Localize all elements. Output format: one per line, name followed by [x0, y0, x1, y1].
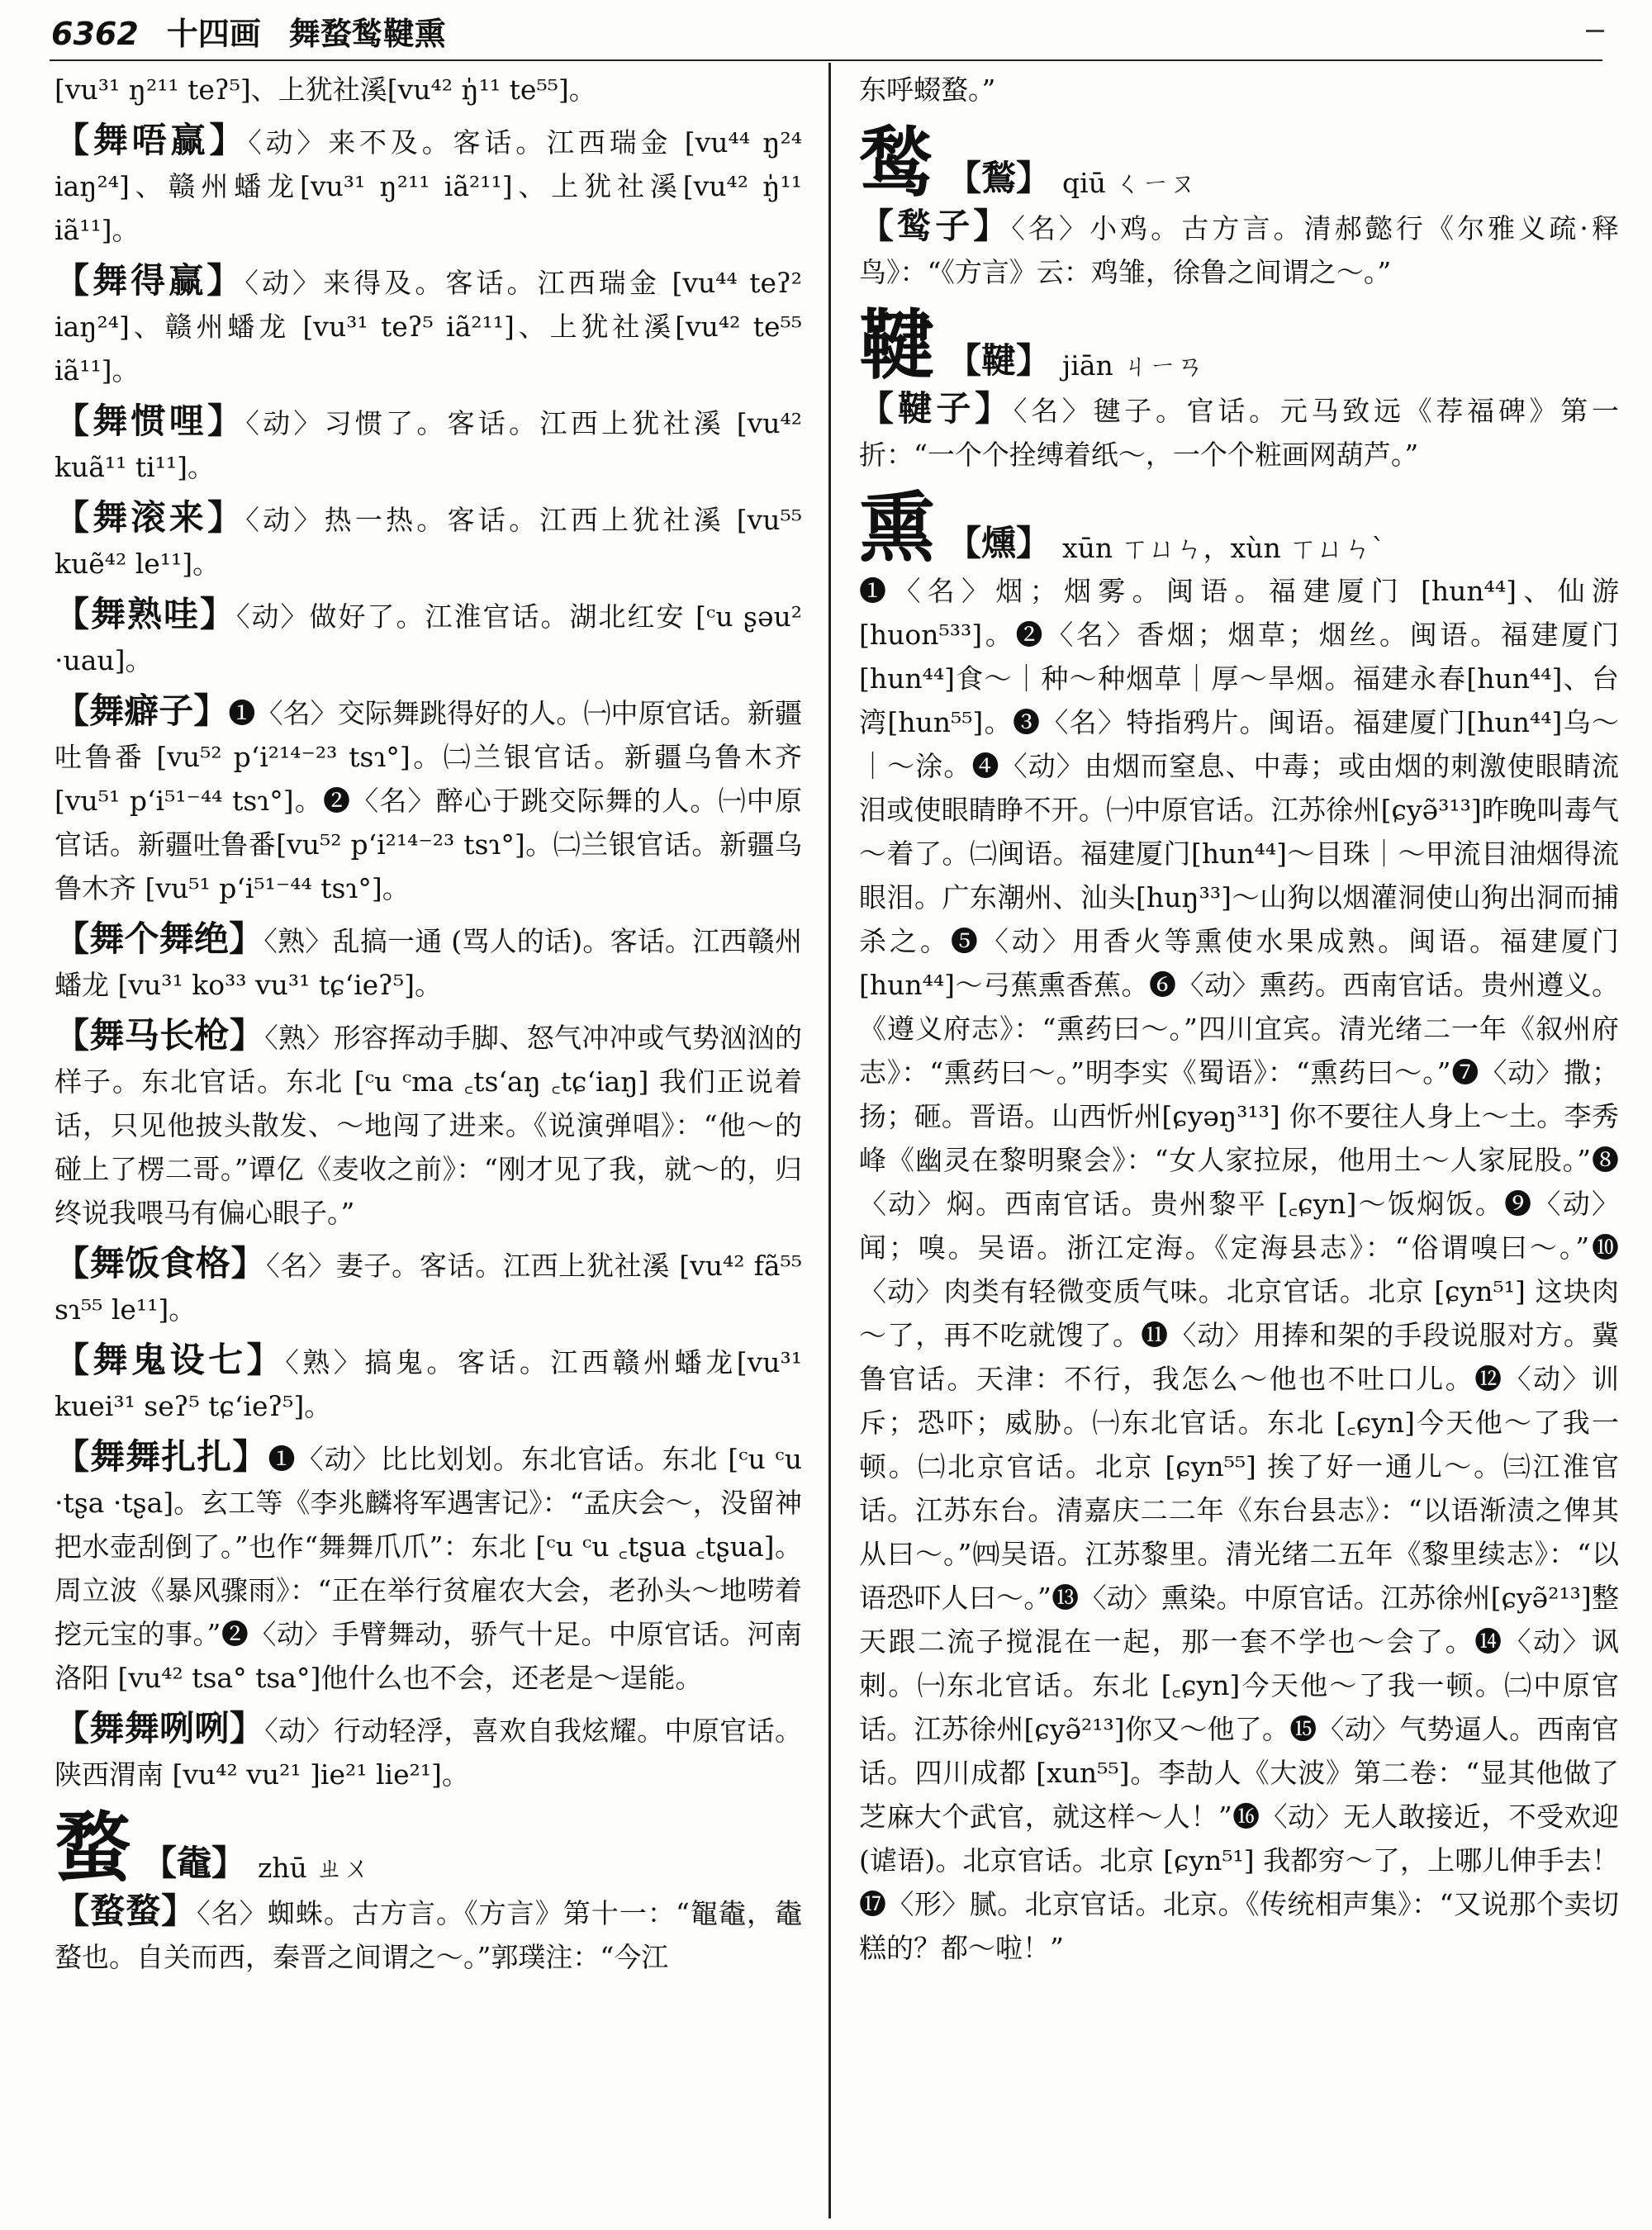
dictionary-entry: [55, 399, 802, 489]
dictionary-entry: [55, 496, 802, 586]
definition: 〈熟〉形容挥动手脚、怒气冲冲或气势汹汹的样子。东北官话。东北 [ᶜu ᶜma ꜀tsʻaŋ ꜀tɕʻiaŋ] 我们正说着话，只见他披头散发、～地闯了进来。《说演弹唱》：“他～的碰上了楞二哥。”谭亿《麦收之前》：“刚才见了我，就～的，归终说我喂马有偏心眼子。”: [55, 1022, 802, 1229]
character-heading: [55, 1803, 802, 1892]
traditional-form: 【鼄】: [142, 1843, 247, 1883]
dictionary-entry: [55, 1338, 802, 1428]
head-character: 蝥: [55, 1803, 131, 1892]
header-dash: [1586, 30, 1604, 32]
definition: 〈动〉来不及。客话。江西瑞金 [vu⁴⁴ ŋ²⁴ iaŋ²⁴]、赣州蟠龙[vu³¹ ŋ²¹¹ iã²¹¹]、上犹社溪[vu⁴² ŋ̍¹¹ iã¹¹]。: [55, 126, 802, 246]
traditional-form: 【鶖】: [947, 158, 1051, 198]
left-column: [55, 68, 802, 2223]
definition: 〈名〉妻子。客话。江西上犹社溪 [vu⁴² fã⁵⁵ sɿ⁵⁵ le¹¹]。: [55, 1250, 802, 1326]
pronunciation: qiū ㄑㄧㄡ: [1062, 167, 1197, 199]
dictionary-entry: [55, 917, 802, 1007]
dictionary-entry: [55, 259, 802, 392]
character-heading: [859, 483, 1619, 572]
dictionary-entry: [55, 118, 802, 252]
definition: 〈动〉做好了。江淮官话。湖北红安 [ᶜu ʂəu² ·uau]。: [55, 600, 802, 676]
headword: 【舞马长枪】: [55, 1015, 265, 1056]
headword: 【舞鬼设七】: [55, 1340, 286, 1380]
dictionary-entry: [55, 592, 802, 682]
definition: 〈动〉来得及。客话。江西瑞金 [vu⁴⁴ teʔ² iaŋ²⁴]、赣州蟠龙 [vu³¹ teʔ⁵ iã²¹¹]、上犹社溪[vu⁴² te⁵⁵ iã¹¹]。: [55, 267, 802, 387]
definition: 〈动〉习惯了。客话。江西上犹社溪 [vu⁴² kuã¹¹ ti¹¹]。: [55, 407, 802, 483]
headword: 【鞬子】: [859, 388, 1014, 429]
headword: 【舞熟哇】: [55, 594, 237, 634]
headword: 【舞舞咧咧】: [55, 1708, 265, 1748]
dictionary-entry: [55, 689, 802, 910]
definition: 〈名〉毽子。官话。元马致远《荐福碑》第一折：“一个个拴缚着纸～，一个个粧画网葫芦。”: [859, 395, 1619, 471]
traditional-form: 【燻】: [947, 523, 1051, 563]
head-character: 鞬: [859, 301, 936, 390]
header-rule: [50, 59, 1602, 61]
dictionary-entry: [55, 1889, 802, 1979]
definition: 〈名〉蜘蛛。古方言。《方言》第十一：“鼅鼄，鼄蝥也。自关而西，秦晋之间谓之～。”郭璞注：“今江: [55, 1897, 802, 1973]
header-characters: 舞蝥鹙鞬熏: [288, 15, 446, 52]
character-heading: [859, 118, 1619, 207]
continuation-text: [vu³¹ ŋ²¹¹ teʔ⁵]、上犹社溪[vu⁴² ŋ̍¹¹ te⁵⁵]。: [55, 74, 596, 106]
headword: 【舞舞扎扎】: [55, 1436, 268, 1477]
pronunciation: xūn ㄒㄩㄣ，xùn ㄒㄩㄣˋ: [1062, 532, 1385, 564]
head-character: 鹙: [859, 118, 936, 207]
pronunciation: jiān ㄐㄧㄢ: [1062, 349, 1204, 382]
column-divider: [828, 63, 831, 2218]
headword: 【舞个舞绝】: [55, 918, 264, 959]
page-header: [51, 8, 1604, 58]
headword: 【舞癖子】: [55, 690, 229, 731]
headword: 【舞饭食格】: [55, 1243, 267, 1283]
headword: 【舞得赢】: [55, 260, 245, 301]
section-label: 十四画: [166, 15, 261, 52]
definition: ❶〈动〉比比划划。东北官话。东北 [ᶜu ᶜu ·tʂa ·tʂa]。玄工等《李兆麟将军遇害记》：“孟庆会～，没留神把水壶刮倒了。”也作“舞舞爪爪”：东北 [ᶜu ᶜu ꜀tʂua ꜀tʂua]。周立波《暴风骤雨》：“正在举行贫雇农大会，老孙头～地唠着挖元宝的事。”❷〈动〉手臂舞动，骄气十足。中原官话。河南洛阳 [vu⁴² tsa° tsa°]他什么也不会，还老是～逞能。: [55, 1443, 802, 1694]
definition: 〈熟〉搞鬼。客话。江西赣州蟠龙[vu³¹ kuei³¹ seʔ⁵ tɕʻieʔ⁵]。: [55, 1346, 802, 1422]
headword: 【鹙子】: [859, 206, 1012, 246]
definition: 〈动〉行动轻浮，喜欢自我炫耀。中原官话。陕西渭南 [vu⁴² vu²¹ ]ie²¹ lie²¹]。: [55, 1715, 802, 1791]
dictionary-entry: [55, 1706, 802, 1796]
definition: ❶〈名〉烟；烟雾。闽语。福建厦门 [hun⁴⁴]、仙游 [huon⁵³³]。❷〈名〉香烟；烟草；烟丝。闽语。福建厦门[hun⁴⁴]食～｜种～种烟草｜厚～旱烟。福建永春[hun⁴⁴]、台湾[hun⁵⁵]。❸〈名〉特指鸦片。闽语。福建厦门[hun⁴⁴]乌～｜～涂。❹〈动〉由烟而窒息、中毒；或由烟的刺激使眼睛流泪或使眼睛睁不开。㈠中原官话。江苏徐州[ɕyə̃³¹³]昨晚叫毒气～着了。㈡闽语。福建厦门[hun⁴⁴]～目珠｜～甲流目油烟得流眼泪。广东潮州、汕头[huŋ³³]～山狗以烟灌洞使山狗出洞而捕杀之。❺〈动〉用香火等熏使水果成熟。闽语。福建厦门[hun⁴⁴]～弓蕉熏香蕉。❻〈动〉熏药。西南官话。贵州遵义。《遵义府志》：“熏药曰～。”四川宜宾。清光绪二一年《叙州府志》：“熏药曰～。”明李实《蜀语》：“熏药曰～。”❼〈动〉撒；扬；砸。晋语。山西忻州[ɕyəŋ³¹³] 你不要往人身上～土。李秀峰《幽灵在黎明聚会》：“女人家拉尿，他用土～人家屁股。”❽〈动〉焖。西南官话。贵州黎平 [꜀ɕyn]～饭焖饭。❾〈动〉闻；嗅。吴语。浙江定海。《定海县志》：“俗谓嗅曰～。”❿〈动〉肉类有轻微变质气味。北京官话。北京 [ɕyn⁵¹] 这块肉～了，再不吃就馊了。⓫〈动〉用捧和架的手段说服对方。冀鲁官话。天津：不行，我怎么～他也不吐口儿。⓬〈动〉训斥；恐吓；威胁。㈠东北官话。东北 [꜀ɕyn]今天他～了我一顿。㈡北京官话。北京 [ɕyn⁵⁵] 挨了好一通儿～。㈢江淮官话。江苏东台。清嘉庆二二年《东台县志》：“以语渐渍之俾其从曰～。”㈣吴语。江苏黎里。清光绪二五年《黎里续志》：“以语恐吓人曰～。”⓭〈动〉熏染。中原官话。江苏徐州[ɕyə̃²¹³]整天跟二流子搅混在一起，那一套不学也～会了。⓮〈动〉讽刺。㈠东北官话。东北 [꜀ɕyn]今天他～了我一顿。㈡中原官话。江苏徐州[ɕyə̃²¹³]你又～他了。⓯〈动〉气势逼人。西南官话。四川成都 [xun⁵⁵]。李劼人《大波》第二卷：“显其他做了芝麻大个武官，就这样～人！”⓰〈动〉无人敢接近，不受欢迎 (谑语)。北京官话。北京 [ɕyn⁵¹] 我都穷～了，上哪儿伸手去！⓱〈形〉腻。北京官话。北京。《传统相声集》：“又说那个卖切糕的？都～啦！”: [859, 575, 1619, 1964]
dictionary-entry: [859, 387, 1619, 477]
page-number: 6362: [51, 16, 139, 52]
dictionary-entry: [55, 1241, 802, 1331]
traditional-form: 【鞬】: [947, 340, 1051, 381]
right-column: [859, 68, 1619, 2223]
definition: ❶〈名〉交际舞跳得好的人。㈠中原官话。新疆吐鲁番 [vu⁵² pʻi²¹⁴⁻²³ tsɿ°]。㈡兰银官话。新疆乌鲁木齐 [vu⁵¹ pʻi⁵¹⁻⁴⁴ tsɿ°]。❷〈名〉醉心于跳交际舞的人。㈠中原官话。新疆吐鲁番[vu⁵² pʻi²¹⁴⁻²³ tsɿ°]。㈡兰银官话。新疆乌鲁木齐 [vu⁵¹ pʻi⁵¹⁻⁴⁴ tsɿ°]。: [55, 697, 802, 904]
pronunciation: zhū ㄓㄨ: [258, 1852, 371, 1884]
headword: 【舞唔赢】: [55, 120, 249, 160]
definition: 〈动〉热一热。客话。江西上犹社溪 [vu⁵⁵ kuẽ⁴² le¹¹]。: [55, 504, 802, 580]
character-heading: [859, 301, 1619, 390]
headword: 【蝥蝥】: [55, 1891, 197, 1931]
dictionary-entry: [859, 204, 1619, 294]
dictionary-entry: [55, 1435, 802, 1700]
definition: 〈名〉小鸡。古方言。清郝懿行《尔雅义疏·释鸟》：“《方言》云：鸡雏，徐鲁之间谓之～。”: [859, 212, 1619, 288]
headword: 【舞惯哩】: [55, 401, 246, 441]
dictionary-entry: [859, 569, 1619, 1970]
continuation-text: 东呼蝃蝥。”: [859, 74, 996, 106]
head-character: 熏: [859, 483, 936, 572]
definition: 〈熟〉乱搞一通 (骂人的话)。客话。江西赣州蟠龙 [vu³¹ ko³³ vu³¹ tɕʻieʔ⁵]。: [55, 925, 802, 1001]
headword: 【舞滚来】: [55, 497, 246, 538]
dictionary-entry: [55, 1013, 802, 1235]
